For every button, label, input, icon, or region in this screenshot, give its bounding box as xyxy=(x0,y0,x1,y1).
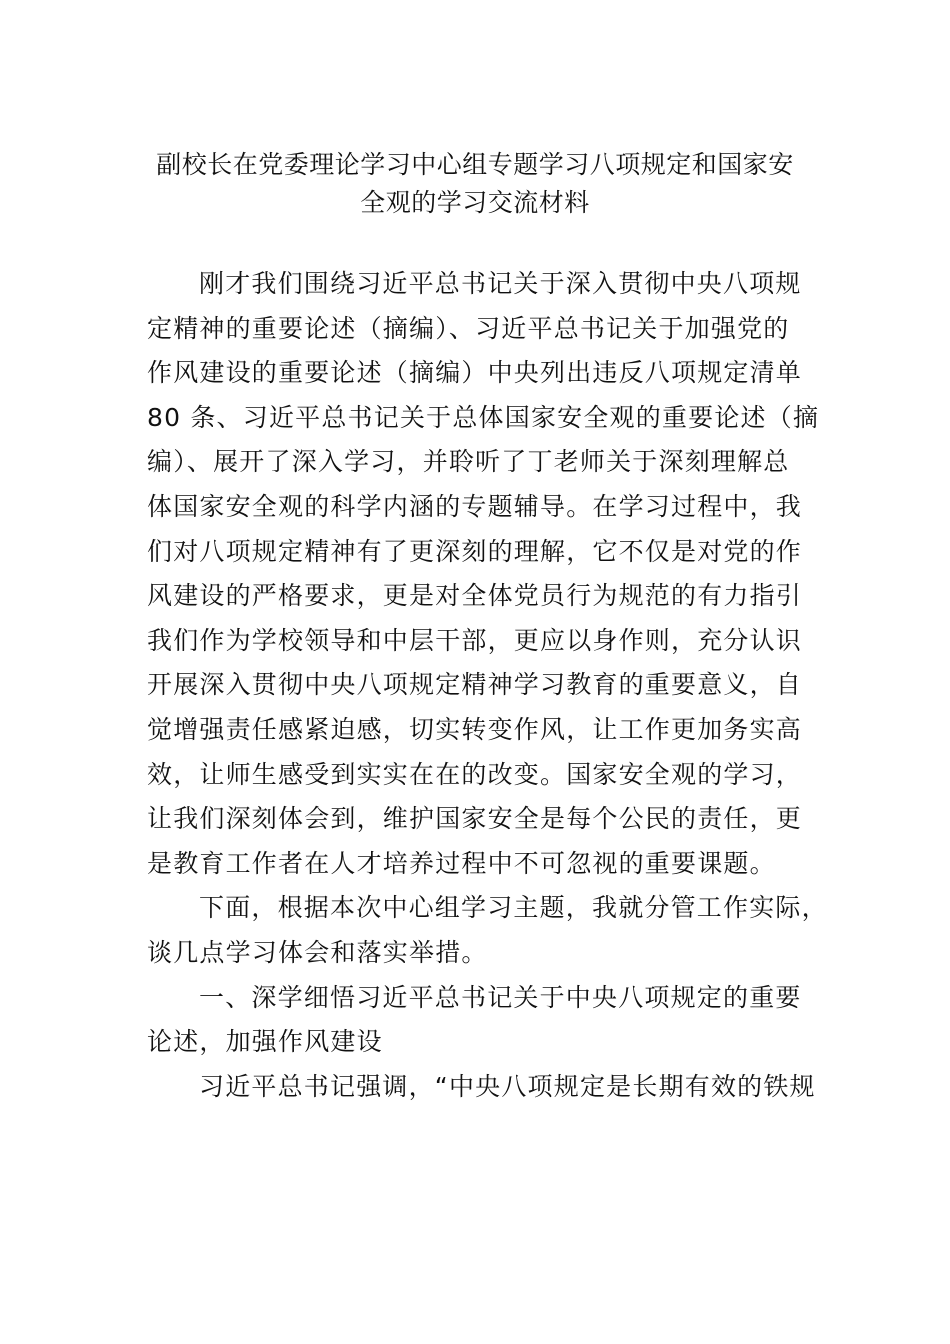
paragraph-line: 刚才我们围绕习近平总书记关于深入贯彻中央八项规 xyxy=(199,269,802,298)
paragraph-line: 们对八项规定精神有了更深刻的理解，它不仅是对党的作 xyxy=(147,536,803,566)
paragraph-line: 编）、展开了深入学习，并聆听了丁老师关于深刻理解总 xyxy=(147,447,790,477)
section-heading-line: 论述，加强作风建设 xyxy=(147,1027,383,1057)
paragraph-line: 效，让师生感受到实实在在的改变。国家安全观的学习， xyxy=(147,759,803,789)
paragraph-line: 让我们深刻体会到，维护国家安全是每个公民的责任，更 xyxy=(147,804,803,834)
paragraph-line: 是教育工作者在人才培养过程中不可忽视的重要课题。 xyxy=(147,848,776,878)
paragraph-line: 定精神的重要论述（摘编）、习近平总书记关于加强党的 xyxy=(147,313,790,343)
section-heading-line: 一、深学细悟习近平总书记关于中央八项规定的重要 xyxy=(199,982,802,1012)
paragraph-line: 80 条、习近平总书记关于总体国家安全观的重要论述（摘 xyxy=(147,402,820,432)
paragraph-line: 觉增强责任感紧迫感，切实转变作风，让工作更加务实高 xyxy=(147,714,803,744)
paragraph-line: 谈几点学习体会和落实举措。 xyxy=(147,937,488,967)
title-line-2: 全观的学习交流材料 xyxy=(360,188,590,217)
paragraph-line: 开展深入贯彻中央八项规定精神学习教育的重要意义，自 xyxy=(147,670,803,700)
title-line-1: 副校长在党委理论学习中心组专题学习八项规定和国家安 xyxy=(156,150,794,179)
paragraph-line: 作风建设的重要论述（摘编）中央列出违反八项规定清单 xyxy=(147,358,803,388)
paragraph-line: 习近平总书记强调，“中央八项规定是长期有效的铁规 xyxy=(199,1071,816,1101)
paragraph-line: 风建设的严格要求，更是对全体党员行为规范的有力指引 xyxy=(147,581,803,611)
paragraph-line: 我们作为学校领导和中层干部，更应以身作则，充分认识 xyxy=(147,625,803,655)
paragraph-line: 体国家安全观的科学内涵的专题辅导。在学习过程中，我 xyxy=(147,491,803,521)
document-title xyxy=(140,146,810,222)
document-body xyxy=(147,262,828,1109)
paragraph-line: 下面，根据本次中心组学习主题，我就分管工作实际， xyxy=(199,893,828,923)
